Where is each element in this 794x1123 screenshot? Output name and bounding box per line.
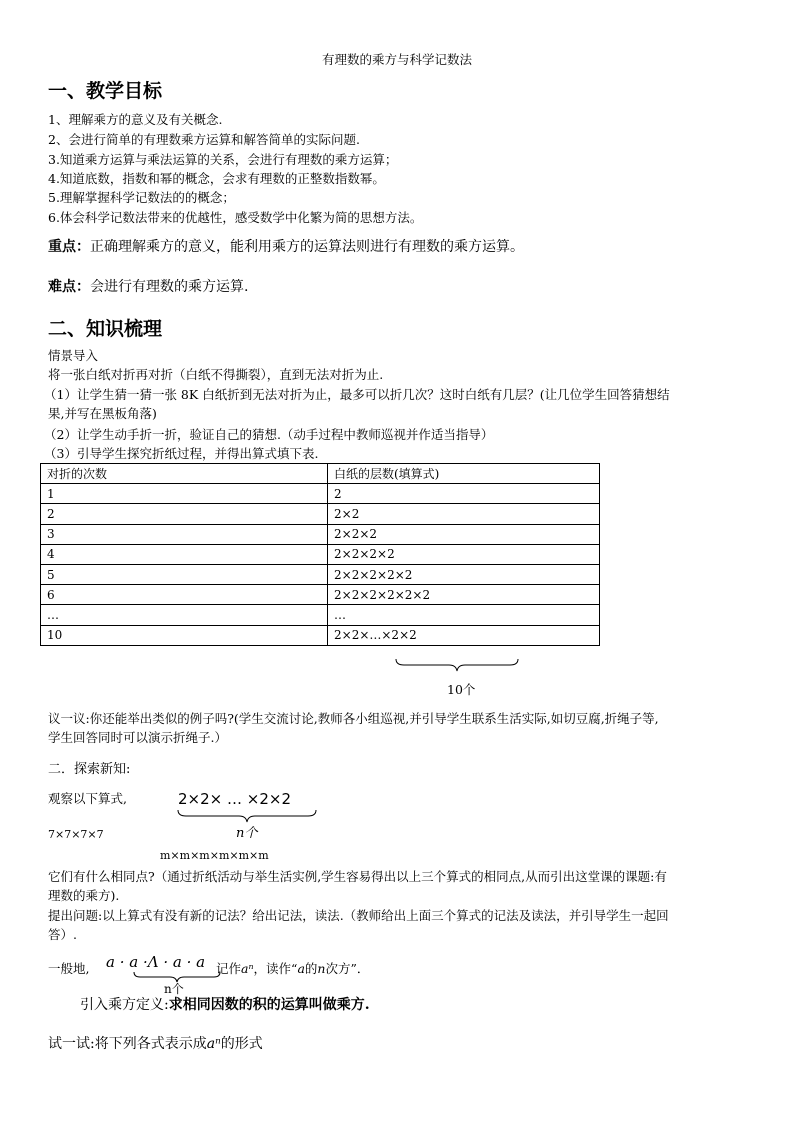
table-cell: …: [41, 605, 328, 625]
step-2: （2）让学生动手折一折，验证自己的猜想.（动手过程中教师巡视并作适当指导）: [44, 427, 494, 442]
definition: [80, 994, 370, 1014]
table-cell: 2×2×2×2: [328, 544, 600, 564]
read-prefix: ，读作“: [253, 961, 298, 976]
read-base: a: [297, 961, 305, 976]
key-point-text: 正确理解乘方的意义，能利用乘方的运算法则进行有理数的乘方运算。: [90, 239, 524, 255]
difficulty-point: [48, 276, 248, 296]
expression-twos: 2×2× … ×2×2: [178, 790, 291, 808]
table-header-row: [41, 464, 600, 484]
discuss-line-1: 议一议:你还能举出类似的例子吗?(学生交流讨论,教师各小组巡视,并引导学生联系生活实际,如切豆腐,折绳子等,: [48, 711, 659, 726]
read-exponent: n: [317, 961, 326, 976]
table-cell: 2×2×…×2×2: [328, 625, 600, 645]
objective-4: 4.知道底数，指数和幂的概念，会求有理数的正整数指数幂。: [48, 171, 385, 186]
try-suffix: 的形式: [220, 1036, 263, 1052]
table-cell: 1: [41, 484, 328, 504]
expression-m: m×m×m×m×m×m: [160, 849, 269, 862]
table-cell: 10: [41, 625, 328, 645]
intro-text: 将一张白纸对折再对折（白纸不得撕裂），直到无法对折为止.: [48, 367, 384, 382]
definition-prefix: 引入乘方定义:: [80, 997, 169, 1013]
notation-label: 记作: [216, 961, 242, 976]
expression-n-count: [236, 822, 257, 841]
table-header-cell: 白纸的层数(填算式): [328, 464, 600, 484]
table-header-cell: 对折的次数: [41, 464, 328, 484]
difficulty-label: 难点：: [48, 279, 90, 295]
fold-table: [40, 463, 600, 646]
table-cell: 6: [41, 585, 328, 605]
table-row: [41, 564, 600, 584]
general-n-count: n个: [164, 982, 184, 996]
discuss-line-2: 学生回答同时可以演示折绳子.）: [48, 730, 227, 745]
try-it: [48, 1033, 263, 1053]
read-end: 次方”．: [325, 961, 370, 976]
table-cell: 5: [41, 564, 328, 584]
key-point: [48, 236, 524, 256]
table-cell: 2: [328, 484, 600, 504]
table-cell: …: [328, 605, 600, 625]
section-heading-objectives: 一、教学目标: [48, 80, 163, 102]
try-label: 试一试:将下列各式表示成: [48, 1036, 207, 1052]
step-3: （3）引导学生探究折纸过程，并得出算式填下表.: [44, 446, 319, 461]
difficulty-text: 会进行有理数的乘方运算.: [90, 279, 249, 295]
brace-icon: [394, 657, 520, 673]
intro-label: 情景导入: [48, 348, 99, 363]
table-row: [41, 524, 600, 544]
objective-6: 6.体会科学记数法带来的优越性，感受数学中化繁为简的思想方法。: [48, 210, 423, 225]
objective-5: 5.理解掌握科学记数法的的概念；: [48, 190, 235, 205]
common-line-1: 它们有什么相同点?（通过折纸活动与举生活实例,学生容易得出以上三个算式的相同点,从而引出这堂课的课题:有: [48, 869, 667, 884]
read-mid: 的: [304, 961, 318, 976]
table-cell: 4: [41, 544, 328, 564]
document-title: 有理数的乘方与科学记数法: [321, 52, 472, 67]
table-cell: 2×2: [328, 504, 600, 524]
n-count: n个: [236, 826, 258, 841]
table-row: [41, 544, 600, 564]
table-row: [41, 585, 600, 605]
table-cell: 2×2×2×2×2×2: [328, 585, 600, 605]
key-point-label: 重点：: [48, 239, 90, 255]
brace-label: 10个: [447, 682, 476, 697]
table-row: [41, 504, 600, 524]
definition-text: 求相同因数的积的运算叫做乘方.: [168, 997, 370, 1013]
step-1-line-2: 果,并写在黑板角落): [48, 406, 157, 421]
expression-sevens: 7×7×7×7: [48, 828, 104, 841]
general-notation: [216, 959, 369, 977]
table-cell: 2×2×2×2×2: [328, 564, 600, 584]
table-row: [41, 605, 600, 625]
table-row: [41, 484, 600, 504]
table-row: [41, 625, 600, 645]
general-expression: a · a ·Λ · a · a: [106, 953, 206, 971]
objective-3: 3.知道乘方运算与乘法运算的关系，会进行有理数的乘方运算；: [48, 152, 398, 167]
question-line-2: 答）.: [48, 927, 77, 942]
table-cell: 2: [41, 504, 328, 524]
step-1-line-1: （1）让学生猜一猜一张 8K 白纸折到无法对折为止，最多可以折几次？这时白纸有几层？(让几位学生回答猜想结: [44, 387, 670, 402]
section-heading-explore: 二．探索新知:: [48, 762, 131, 777]
objective-2: 2、会进行简单的有理数乘方运算和解答简单的实际问题.: [48, 132, 360, 147]
table-cell: 3: [41, 524, 328, 544]
objective-1: 1、理解乘方的意义及有关概念.: [48, 112, 223, 127]
table-cell: 2×2×2: [328, 524, 600, 544]
general-prefix: 一般地,: [48, 961, 90, 976]
question-line-1: 提出问题:以上算式有没有新的记法？给出记法，读法.（教师给出上面三个算式的记法及读法，并引导学生一起回: [48, 908, 669, 923]
power-notation: aⁿ: [241, 961, 254, 976]
observe-label: 观察以下算式,: [48, 791, 127, 806]
common-line-2: 理数的乘方).: [48, 888, 120, 903]
try-power: aⁿ: [206, 1036, 221, 1052]
section-heading-knowledge: 二、知识梳理: [48, 318, 163, 340]
